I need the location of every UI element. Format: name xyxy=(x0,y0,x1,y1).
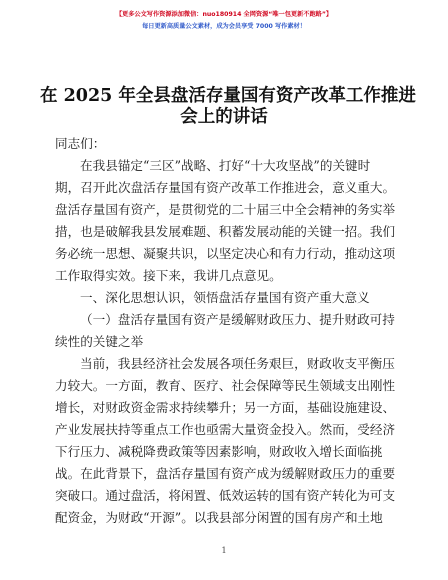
body-line: 突破口。通过盘活，将闲置、低效运转的国有资产转化为可支 xyxy=(55,488,396,503)
title-line-1: 在 2025 年全县盘活存量国有资产改革工作推进 xyxy=(40,86,416,106)
promo-banner-line-2: 每日更新高质量公文素材，成为会员享受 7000 写作素材！ xyxy=(142,23,306,30)
body-line: 产业发展扶持等重点工作也亟需大量资金投入。然而，受经济 xyxy=(55,422,396,437)
body-line: 在我县锚定“三区”战略、打好“十大攻坚战”的关键时 xyxy=(80,158,371,173)
body-line: 工作取得实效。接下来，我讲几点意见。 xyxy=(55,268,282,283)
body-line: 力较大。一方面，教育、医疗、社会保障等民生领域支出刚性 xyxy=(55,378,396,393)
subsection-heading-1: （一）盘活存量国有资产是缓解财政压力、提升财政可持 xyxy=(80,312,395,327)
body-line-salutation: 同志们： xyxy=(55,136,106,151)
subsection-heading-1-cont: 续性的关键之举 xyxy=(55,334,144,349)
body-line: 期，召开此次盘活存量国有资产改革工作推进会，意义重大。 xyxy=(55,180,396,195)
body-line: 盘活存量国有资产，是贯彻党的二十届三中全会精神的务实举 xyxy=(55,202,396,217)
document-title xyxy=(40,86,416,128)
body-line: 措，也是破解我县发展难题、积蓄发展动能的关键一招。我们 xyxy=(55,224,396,239)
body-line: 配资金，为财政“开源”。以我县部分闲置的国有房产和土地 xyxy=(55,510,383,525)
page-number: 1 xyxy=(221,546,227,555)
body-line: 务必统一思想、凝聚共识，以坚定决心和有力行动，推动这项 xyxy=(55,246,396,261)
body-line: 战。在此背景下，盘活存量国有资产成为缓解财政压力的重要 xyxy=(55,466,396,481)
body-line: 增长，对财政资金需求持续攀升；另一方面，基础设施建设、 xyxy=(55,400,396,415)
body-line: 下行压力、减税降费政策等因素影响，财政收入增长面临挑 xyxy=(55,444,383,459)
body-line: 当前，我县经济社会发展各项任务艰巨，财政收支平衡压 xyxy=(80,356,395,371)
section-heading-1: 一、深化思想认识，领悟盘活存量国有资产重大意义 xyxy=(80,290,370,305)
promo-banner-line-1: 【更多公文写作资源添加微信：nuo180914 全网资源“唯一包更新不跑路”】 xyxy=(115,11,333,18)
title-line-2: 会上的讲话 xyxy=(180,107,268,127)
